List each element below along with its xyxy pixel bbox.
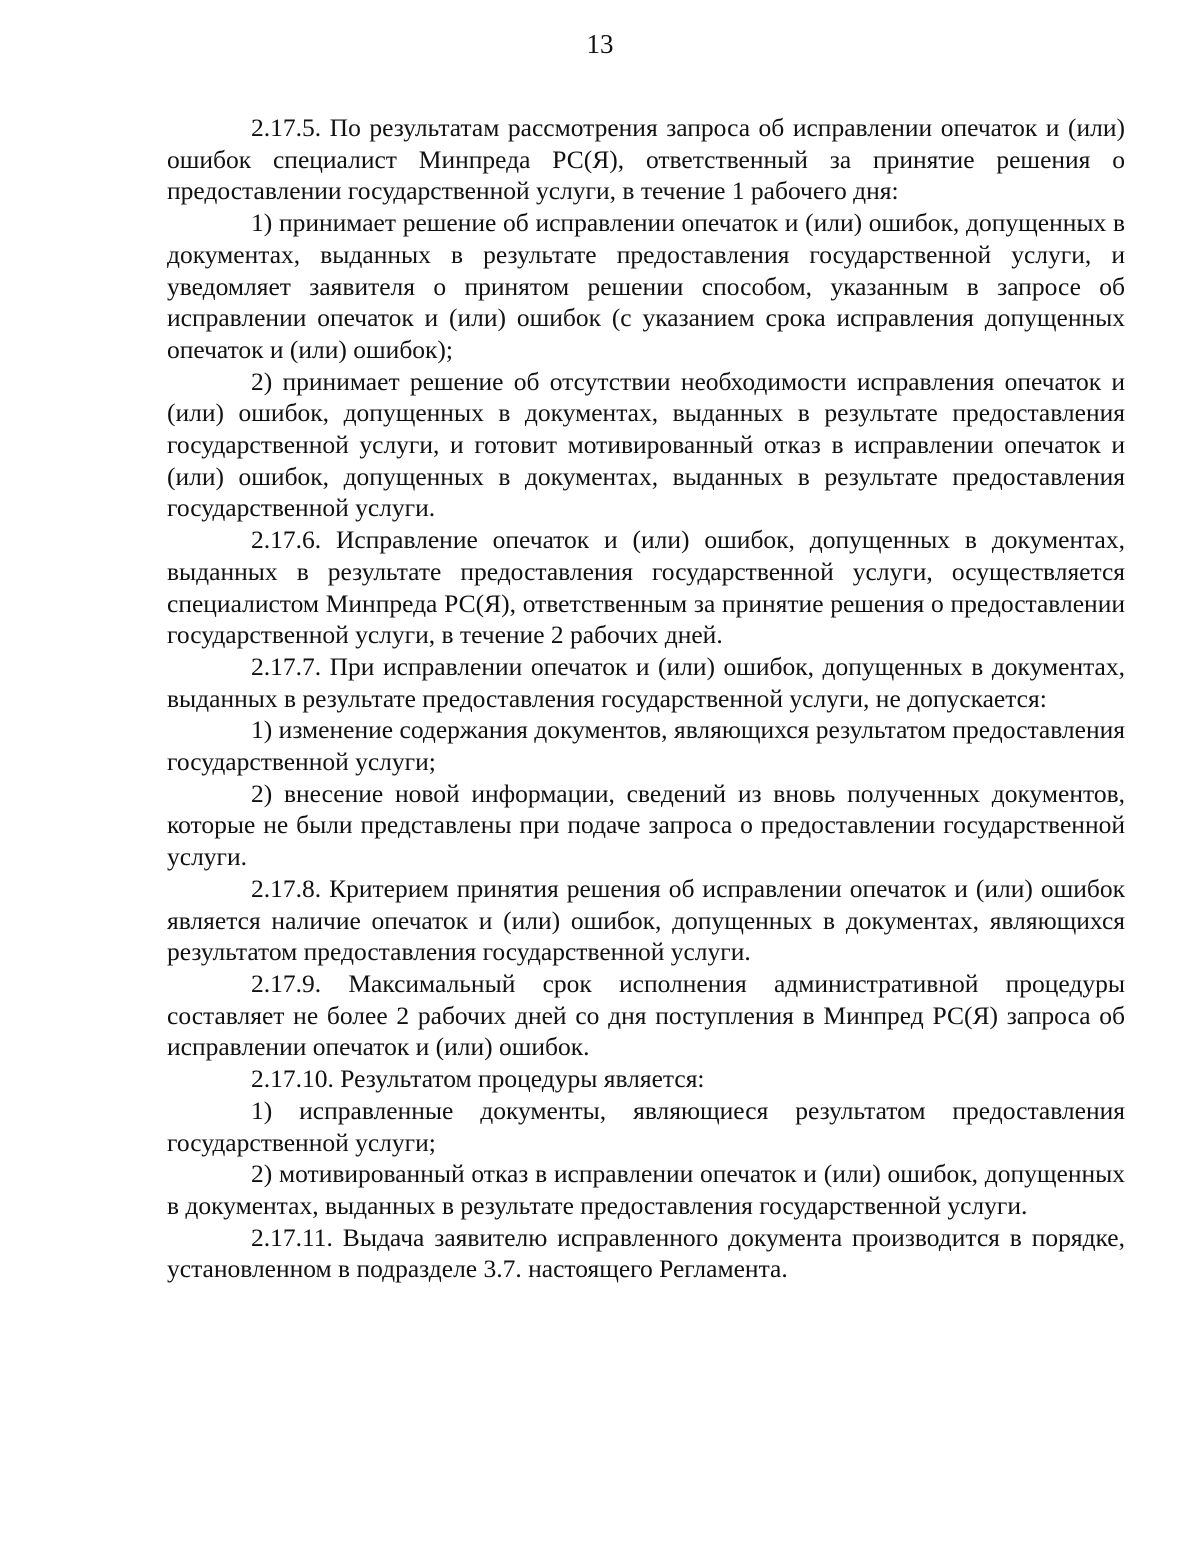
paragraph-2-17-5-item-1: 1) принимает решение об исправлении опечаток и (или) ошибок, допущенных в документах, выданных в результате предоставления государственной услуги, и уведомляет заявителя о принятом решении способом, указанным в запросе об исправлении опечаток и (или) ошибок (с указанием срока исправления допущенных опечаток и (или) ошибок); — [167, 208, 1125, 364]
paragraph-2-17-7-item-1: 1) изменение содержания документов, являющихся результатом предоставления государственной услуги; — [167, 715, 1125, 777]
paragraph-2-17-10-item-2: 2) мотивированный отказ в исправлении опечаток и (или) ошибок, допущенных в документах, выданных в результате предоставления государственной услуги. — [167, 1159, 1125, 1220]
paragraph-2-17-9: 2.17.9. Максимальный срок исполнения административной процедуры составляет не более 2 рабочих дней со дня поступления в Минпред РС(Я) запроса об исправлении опечаток и (или) ошибок. — [167, 968, 1125, 1062]
paragraph-2-17-5: 2.17.5. По результатам рассмотрения запроса об исправлении опечаток и (или) ошибок специалист Минпреда РС(Я), ответственный за принятие решения о предоставлении государственной услуги, в течение 1 рабочего дня: — [167, 113, 1125, 206]
paragraph-2-17-7: 2.17.7. При исправлении опечаток и (или) ошибок, допущенных в документах, выданных в результате предоставления государственной услуги, не допускается: — [167, 651, 1125, 713]
document-body — [167, 112, 1125, 1285]
paragraph-2-17-10: 2.17.10. Результатом процедуры является: — [251, 1064, 705, 1094]
page-number: 13 — [586, 29, 614, 59]
paragraph-2-17-7-item-2: 2) внесение новой информации, сведений из вновь полученных документов, которые не были представлены при подаче запроса о предоставлении государственной услуги. — [167, 778, 1125, 872]
paragraph-2-17-5-item-2: 2) принимает решение об отсутствии необходимости исправления опечаток и (или) ошибок, допущенных в документах, выданных в результате предоставления государственной услуги, и готовит мотивированный отказ в исправлении опечаток и (или) ошибок, допущенных в документах, выданных в результате предоставления государственной услуги. — [167, 366, 1125, 523]
paragraph-2-17-11: 2.17.11. Выдача заявителю исправленного документа производится в порядке, установленном в подразделе 3.7. настоящего Регламента. — [167, 1222, 1125, 1284]
paragraph-2-17-8: 2.17.8. Критерием принятия решения об исправлении опечаток и (или) ошибок является наличие опечаток и (или) ошибок, допущенных в документах, являющихся результатом предоставления государственной услуги. — [167, 873, 1125, 967]
paragraph-2-17-10-item-1: 1) исправленные документы, являющиеся результатом предоставления государственной услуги; — [167, 1095, 1125, 1157]
paragraph-2-17-6: 2.17.6. Исправление опечаток и (или) ошибок, допущенных в документах, выданных в результате предоставления государственной услуги, осуществляется специалистом Минпреда РС(Я), ответственным за принятие решения о предоставлении государственной услуги, в течение 2 рабочих дней. — [167, 525, 1125, 650]
